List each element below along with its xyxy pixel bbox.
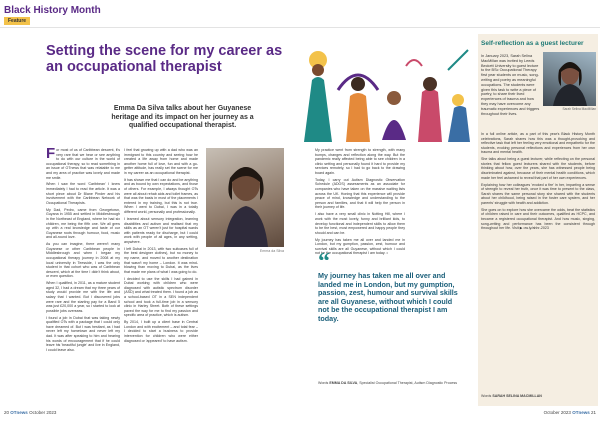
byline-role: , Specialist Occupational Therapist, Autism Diagnostic Process xyxy=(357,381,458,385)
paragraph: Explaining how her colleagues 'evoked a fire' in her, imparting a sense of strength to reveal her truth, once it was time to present to the class, Sarah shares the same personal story she shared with the students about her childhood, being raised in the foster care system, and her parents' struggle with health and addiction. xyxy=(481,182,595,205)
article-byline xyxy=(318,381,458,386)
article-column-2 xyxy=(124,148,198,346)
portrait-icon xyxy=(543,52,596,106)
paragraph: My journey has taken me all over and landed me in London, but my gumption, passion, zest, humour and survival skills are all Guyanese, without which I could not be the occupational therapist I am today. • xyxy=(315,237,405,256)
sidebar-byline xyxy=(481,394,595,398)
sidebar-box xyxy=(478,34,598,406)
people-illustration xyxy=(298,40,474,142)
sidebar-title: Self-reflection as a guest lecturer xyxy=(481,40,584,47)
photo-caption: Emma da Silva xyxy=(259,249,284,253)
paragraph: I found a job in Dubai that was taking newly qualified OTs with a package that I could only have dreamed of. But I was hesitant, as I had never left my hometown and never left my dad. It was after speaking to him and hearing his words of encouragement that if he could leave his 'beautiful jungle' and live in England, I could leave also. xyxy=(46,315,120,352)
paragraph: When I saw the word 'Caribbean' I knew immediately I had to read the article. It was a short piece about Dr Blane Pinder and his involvement with the Caribbean Network of Occupational Therapists. xyxy=(46,182,120,205)
author-photo xyxy=(206,148,284,247)
quote-mark-icon: “ xyxy=(318,249,330,275)
page-number: 21 xyxy=(590,410,596,415)
paragraph: She talks about being a guest lecturer, while reflecting on the personal stories that fellow guest lecturers shared with the students, before thinking about how, over the years, she has witnessed people being discriminated against, because of their mental health conditions, which made her feel ashamed to reveal that part of her own experiences. xyxy=(481,157,595,180)
pull-quote: My journey has taken me all over and landed me in London, but my gumption, passion, zest, humour and survival skills are all Guyanese, without which I could not be the occupational therapist I am today. xyxy=(318,271,458,323)
issue-date: October 2023 xyxy=(543,410,571,415)
paragraph-rest: or most of us of Caribbean descent, it's very rare that we hear or see anything to do with our culture in the world of occupational therapy, so to read something in an issue of OTnews that was relatable to me and my area of practice was lovely and made me smile. xyxy=(46,148,120,180)
sidebar-intro: In January 2023, Sarah Selina MacMillan was invited by Leeds Beckett University to guest lecture to the BSc Occupational Therapy first year students on music, song-writing and poetry as meaningful occupations. The students were given this task to write a piece of poetry, to share their lived experiences of trauma and how they may have overcome any traumatic experiences and triggers throughout their lives. xyxy=(481,54,540,116)
byline-name: EMMA DA SILVA xyxy=(329,381,358,385)
paragraph: By 2014, I built up a client base in Central London and with excitement – and total fear – I decided to start a business to provide intervention for children who were either diagnosed or 'appeared' to have autism. xyxy=(124,320,198,343)
article-standfirst: Emma Da Silva talks about her Guyanese heritage and its impact on her journey as a qualified occupational therapist. xyxy=(111,105,254,129)
right-page xyxy=(300,0,600,424)
section-title: Black History Month xyxy=(4,5,101,16)
byline-name: SARAH SELINA MACMILLAN xyxy=(492,394,542,398)
paragraph: My Dad, Pedro, came from Georgetown, Guyana in 1955 and settled in Middlesbrough in the Northeast of England, where he had six children, me being the fifth one. We all grew up with a real knowledge and taste of our Guyanese roots through humour, food, music and all-round love. xyxy=(46,207,120,240)
drop-cap: F xyxy=(46,145,56,162)
portrait-icon xyxy=(206,148,284,247)
page-number: 20 xyxy=(4,410,10,415)
sidebar-photo-caption: Sarah Selina MacMillan xyxy=(562,107,596,111)
magazine-brand: OTnews xyxy=(572,410,590,415)
footer-right xyxy=(544,410,596,415)
paragraph: I decided to use the skills I had gained in Dubai working with children who were diagnosed with autistic spectrum disorder (ASD) and what treated them. I found a job as a school-based OT in a SEN independent school and took a full-time job in a sensory clinic in Harley Street. Both of these settings paved the way for me to find my passion and specific area of practice, which is autism. xyxy=(124,276,198,318)
paragraph: In a full online article, as a part of this year's Black History Month celebrations, Sarah shares how this was a thought-provoking and reflective task that left her feeling very emotional and empathetic for the students, evoking personal reflections and experiences from her own trauma and mental health. xyxy=(481,132,595,155)
paragraph: She goes on to explore how she overcame the odds, beat the statistics of children raised in care and their outcomes, qualified as HCPC, and became a registered occupational therapist. And how music, singing, song-writing and performance has been the consistent through throughout her life. Visit ▶ ow.ly/ahhr-2023 xyxy=(481,207,595,231)
paragraph: When I qualified, in 2011, as a mature student aged 32, I had a dream that my three years of study would provide me with the life and salary that I wanted. But I discovered jobs were rare and the starting pay for a Band 5 was just £20,000 a year, so I started to look at possible jobs overseas. xyxy=(46,281,120,313)
paragraph: As you can imagine, there weren't many Guyanese or other Caribbean people in Middlesbrough and when I began my occupational therapy journey in 2008 at my local university in Teesside, I was the only student in that cohort who was of Caribbean descent, which at the time I didn't think about, or even question. xyxy=(46,242,120,279)
sidebar-photo xyxy=(543,52,596,106)
paragraph: I feel that growing up with a dad who was an immigrant to this country and seeing how he created a life away from home and made another home full of love, fun and with a go-getter attitude, has really set the scene for me in my career as an occupational therapist. xyxy=(124,148,198,175)
paragraph xyxy=(46,145,120,180)
article-headline: Setting the scene for my career as an occupational therapist xyxy=(46,43,283,75)
paragraph: It has shown me that I can do and be anything and as bound by own expectations, and those of others. For example, I always thought OTs were all about rehab aids and toilet frames, as that was the basis in most of the placements I entered in my training, but this is not true. When I went to Dubai, I was in a totally different world, personally and professionally. xyxy=(124,177,198,215)
magazine-brand: OTnews xyxy=(10,410,28,415)
paragraph: I learned about sensory integration, learning disabilities and autism and realised that my skills as an OT weren't just for hospital wards with patients ready for discharge, but I could work with people of all ages, in any setting, anywhere. xyxy=(124,216,198,244)
feature-tag: Feature xyxy=(4,17,30,25)
issue-date: October 2023 xyxy=(29,410,57,415)
byline-label: Words xyxy=(318,381,329,385)
paragraph: I also have a very small clinic in Notting Hill, where I work with the most lovely, funny and brilliant kids, to develop functional and independent skills to allow them to be the best, most empowered and happy people they should and can be. xyxy=(315,212,405,235)
byline-label: Words xyxy=(481,394,492,398)
article-column-1 xyxy=(46,145,120,355)
paragraph: I left Dubai in 2013, with two suitcases full of the best designer clothes), but no money to my name, and moved to another destination that wasn't my home – London. It was mind-blowing than moving to Dubai, as the lives that made me plans of what I was going to do. xyxy=(124,246,198,274)
sidebar-body xyxy=(481,132,595,233)
footer-left xyxy=(4,410,56,415)
article-column-3 xyxy=(315,148,405,258)
paragraph: My practice went from strength to strength, with many bumps, changes and reflection along the way. But the pandemic really affected being able to see children in a clinic setting and personally found it hard to provide my services remotely, so I had to go back to the drawing board again. xyxy=(315,148,405,175)
paragraph: Today, I carry out Autism Diagnostic Observation Schedule (ADOS) assessments as an associate for companies who have taken on the massive waiting lists across the UK. Honing that this experience will provide peace of mind, knowledge and understanding to the person and families, and that it will help the person in their journey of life. xyxy=(315,177,405,210)
